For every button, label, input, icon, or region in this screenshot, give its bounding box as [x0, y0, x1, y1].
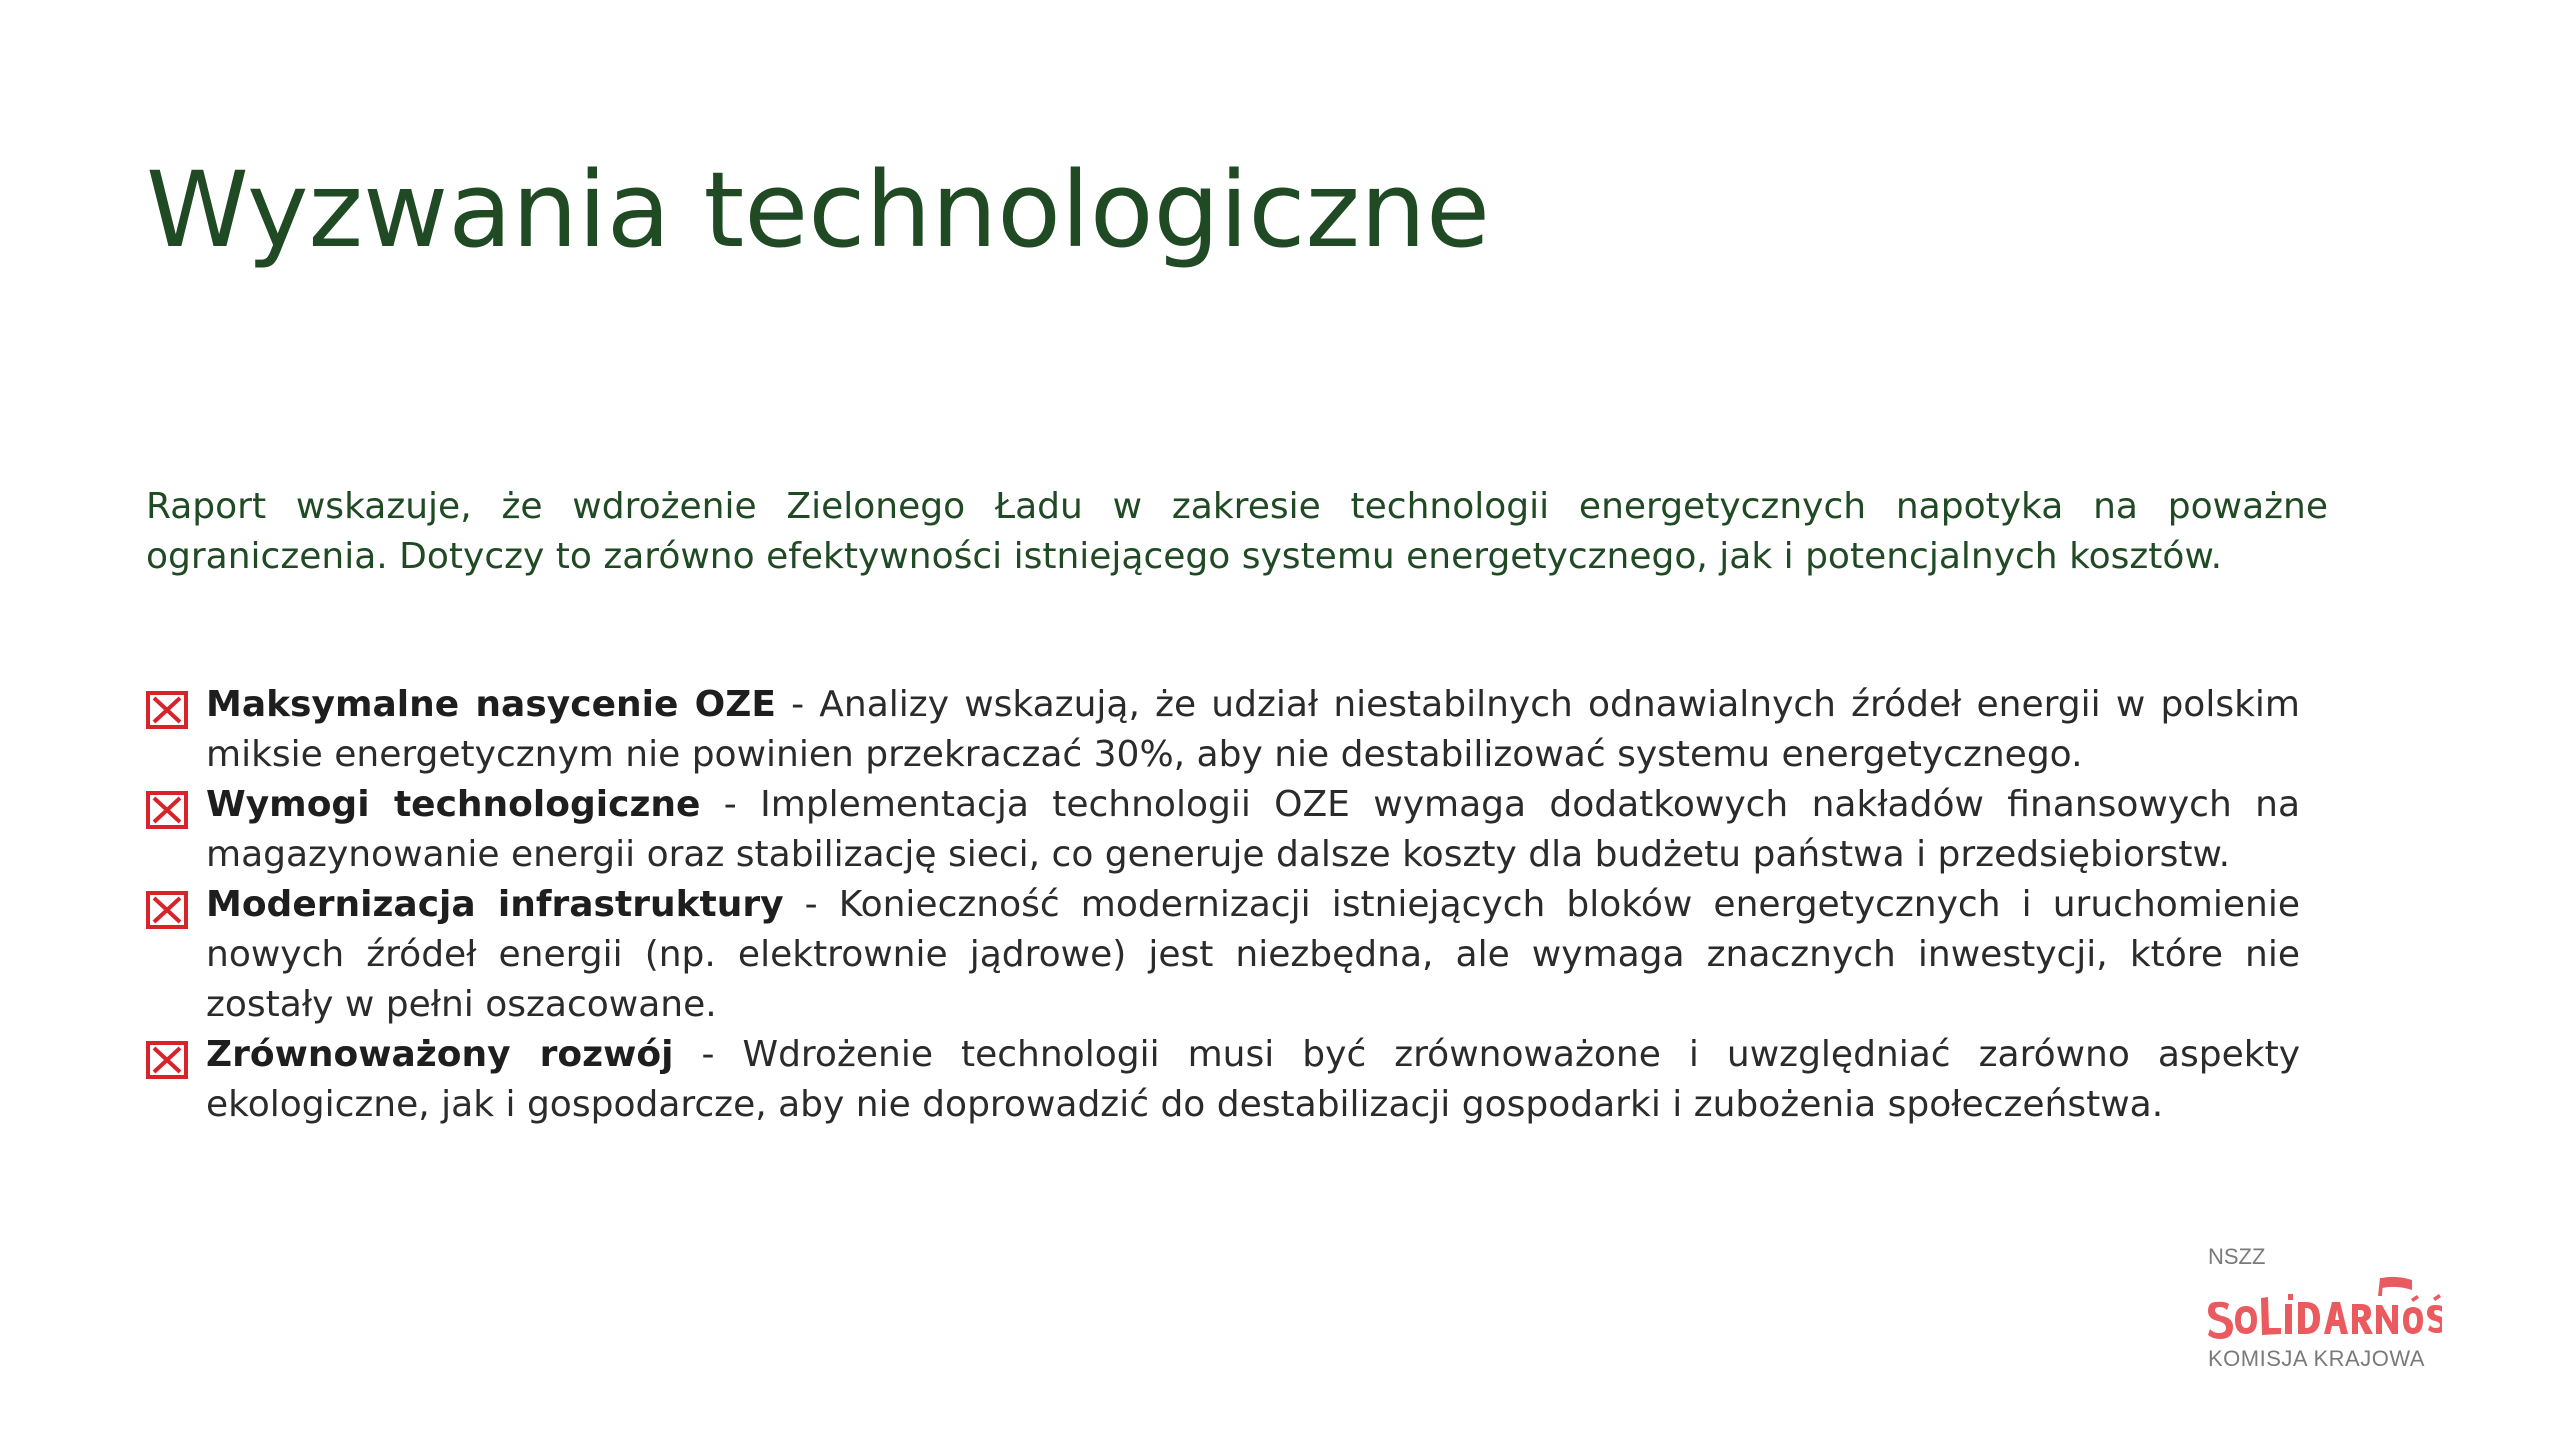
solidarnosc-logo [2200, 1244, 2450, 1374]
item-text: - Wdrożenie technologii musi być zrównoważone i uwzględniać zarówno aspekty ekologiczne, jak i gospodarcze, aby nie doprowadzić do destabilizacji gospodarki i zubożenia społeczeństwa. [206, 1034, 2301, 1125]
solidarnosc-logotype-icon [2206, 1274, 2442, 1344]
intro-paragraph: Raport wskazuje, że wdrożenie Zielonego Ładu w zakresie technologii energetycznych napotyka na poważne ograniczenia. Dotyczy to zarówno efektywności istniejącego systemu energetycznego, jak i potencjalnych kosztów. [146, 486, 2328, 577]
item-term: Wymogi technologiczne [206, 784, 701, 825]
list-item [146, 680, 2300, 780]
list-item [146, 880, 2300, 1030]
logo-bottom-text: KOMISJA KRAJOWA [2208, 1346, 2425, 1371]
item-text: - Konieczność modernizacji istniejących bloków energetycznych i uruchomienie nowych źródeł energii (np. elektrownie jądrowe) jest niezbędna, ale wymaga znacznych inwestycji, które nie zostały w pełni oszacowane. [206, 884, 2300, 1025]
list-item [146, 780, 2300, 880]
item-term: Modernizacja infrastruktury [206, 884, 784, 925]
page-title: Wyzwania technologiczne [146, 149, 1491, 271]
red-x-box-icon [146, 791, 188, 829]
item-text: - Analizy wskazują, że udział niestabilnych odnawialnych źródeł energii w polskim miksie energetycznym nie powinien przekraczać 30%, aby nie destabilizować systemu energetycznego. [206, 684, 2301, 775]
logo-top-text: NSZZ [2208, 1244, 2266, 1269]
red-x-box-icon [146, 1041, 188, 1079]
item-term: Zrównoważony rozwój [206, 1034, 674, 1075]
red-x-box-icon [146, 891, 188, 929]
list-item [146, 1030, 2300, 1130]
red-x-box-icon [146, 691, 188, 729]
item-term: Maksymalne nasycenie OZE [206, 684, 776, 725]
challenge-list [146, 680, 2300, 1130]
item-text: - Implementacja technologii OZE wymaga dodatkowych nakładów finansowych na magazynowanie energii oraz stabilizację sieci, co generuje dalsze koszty dla budżetu państwa i przedsiębiorstw. [206, 784, 2301, 875]
